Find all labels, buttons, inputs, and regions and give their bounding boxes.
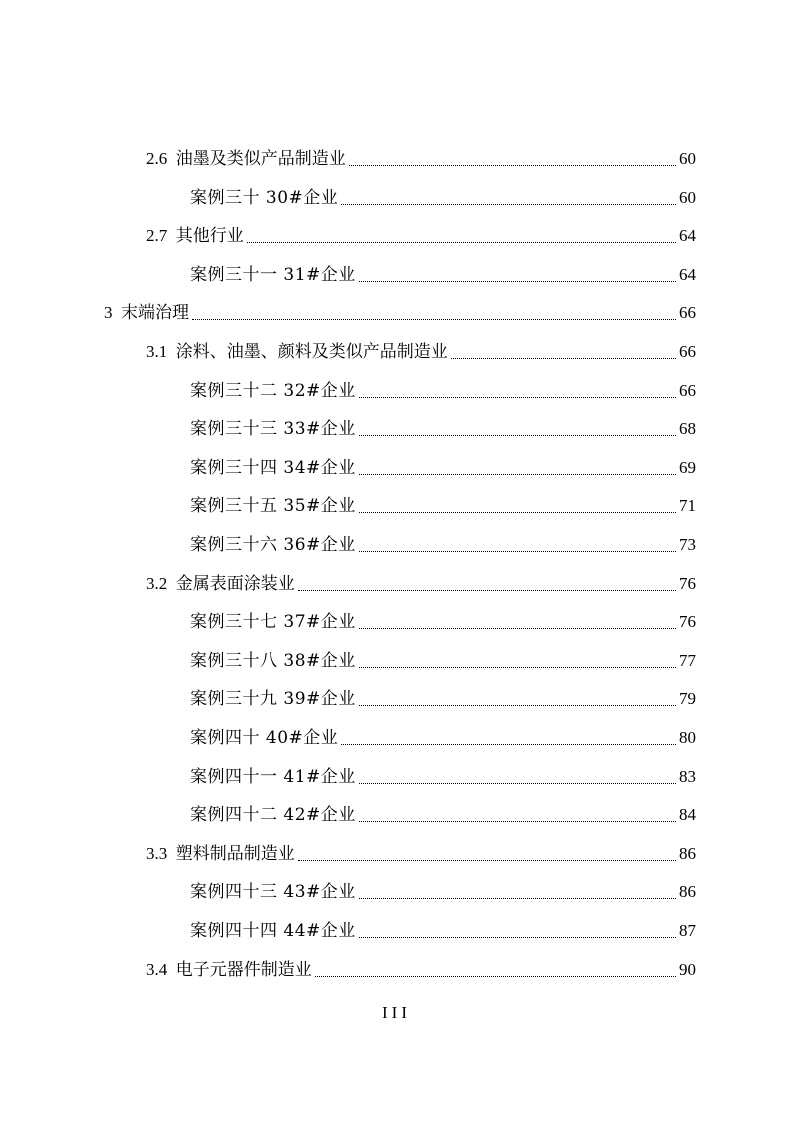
toc-entry[interactable] bbox=[190, 758, 696, 788]
dot-leader bbox=[349, 148, 676, 170]
dot-leader bbox=[359, 650, 676, 672]
toc-entry-page: 68 bbox=[679, 419, 696, 439]
toc-entry-page: 60 bbox=[679, 149, 696, 168]
toc-entry-page: 76 bbox=[679, 573, 696, 593]
toc-entry-title: 金属表面涂装业 bbox=[175, 573, 295, 594]
dot-leader bbox=[341, 727, 676, 749]
toc-entry-label bbox=[190, 380, 356, 402]
toc-entry-title: 案例四十二 42#企业 bbox=[190, 805, 356, 826]
dot-leader bbox=[359, 881, 676, 903]
toc-entry[interactable] bbox=[190, 256, 696, 286]
toc-entry-label bbox=[146, 341, 448, 363]
toc-entry-page: 80 bbox=[679, 728, 696, 747]
toc-entry-page: 90 bbox=[679, 959, 696, 979]
toc-entry-label bbox=[190, 264, 356, 286]
toc-entry-page: 60 bbox=[679, 187, 696, 207]
dot-leader bbox=[359, 611, 676, 633]
toc-entry-number: 3.2 bbox=[146, 573, 168, 593]
toc-entry-page: 64 bbox=[679, 226, 696, 246]
toc-entry-label bbox=[146, 225, 244, 247]
toc-entry[interactable] bbox=[190, 449, 696, 479]
toc-entry-page: 71 bbox=[679, 496, 696, 516]
toc-entry-page: 84 bbox=[679, 805, 696, 825]
toc-entry-title: 案例三十五 35#企业 bbox=[190, 496, 356, 517]
toc-entry-title: 案例三十六 36#企业 bbox=[190, 535, 356, 555]
toc-entry-number: 3 bbox=[104, 303, 113, 323]
toc-entry-label bbox=[190, 611, 356, 633]
toc-entry[interactable] bbox=[190, 410, 696, 440]
toc-entry-label bbox=[190, 187, 338, 209]
toc-entry-title: 案例四十三 43#企业 bbox=[190, 882, 356, 903]
dot-leader bbox=[359, 457, 676, 479]
toc-entry[interactable] bbox=[190, 179, 696, 209]
dot-leader bbox=[359, 418, 676, 440]
toc-entry-label bbox=[190, 727, 338, 749]
dot-leader bbox=[359, 804, 676, 826]
dot-leader bbox=[359, 920, 676, 942]
dot-leader bbox=[359, 534, 676, 556]
dot-leader bbox=[359, 766, 676, 788]
toc-entry-title: 案例三十三 33#企业 bbox=[190, 419, 356, 440]
dot-leader bbox=[359, 380, 676, 402]
toc-entry[interactable] bbox=[104, 294, 696, 324]
toc-entry-number: 2.7 bbox=[146, 226, 168, 246]
toc-entry-label bbox=[190, 418, 356, 440]
toc-entry-page: 79 bbox=[679, 689, 696, 709]
toc-entry-page: 64 bbox=[679, 264, 696, 284]
toc-entry-page: 76 bbox=[679, 612, 696, 632]
toc-entry[interactable] bbox=[190, 487, 696, 517]
toc-entry-label bbox=[146, 148, 346, 170]
toc-entry-label bbox=[190, 688, 356, 710]
toc-entry-page: 77 bbox=[679, 650, 696, 670]
toc-entry[interactable] bbox=[146, 951, 696, 981]
toc-entry-title: 油墨及类似产品制造业 bbox=[175, 149, 346, 169]
dot-leader bbox=[192, 302, 676, 324]
dot-leader bbox=[298, 843, 676, 865]
dot-leader bbox=[298, 573, 676, 595]
toc-entry[interactable] bbox=[190, 796, 696, 826]
dot-leader bbox=[359, 264, 676, 286]
toc-entry-page: 69 bbox=[679, 457, 696, 477]
toc-entry-title: 涂料、油墨、颜料及类似产品制造业 bbox=[175, 342, 448, 362]
toc-entry[interactable] bbox=[146, 565, 696, 595]
toc-entry[interactable] bbox=[190, 719, 696, 749]
toc-entry[interactable] bbox=[190, 372, 696, 402]
toc-entry-title: 案例三十一 31#企业 bbox=[190, 264, 356, 285]
toc-entry-label bbox=[190, 457, 356, 479]
toc-entry-number: 3.1 bbox=[146, 342, 168, 361]
toc-entry-page: 66 bbox=[679, 380, 696, 400]
toc-entry-page: 66 bbox=[679, 342, 696, 361]
toc-entry[interactable] bbox=[190, 873, 696, 903]
toc-entry-page: 86 bbox=[679, 882, 696, 902]
toc-entry[interactable] bbox=[146, 835, 696, 865]
toc-entry-number: 3.4 bbox=[146, 959, 168, 979]
toc-entry[interactable] bbox=[190, 912, 696, 942]
toc-entry-label bbox=[190, 920, 356, 942]
dot-leader bbox=[341, 187, 676, 209]
toc-entry[interactable] bbox=[190, 526, 696, 556]
toc-entry-page: 83 bbox=[679, 766, 696, 786]
toc-entry-number: 2.6 bbox=[146, 149, 168, 168]
toc-entry[interactable] bbox=[146, 333, 696, 363]
toc-entry[interactable] bbox=[190, 680, 696, 710]
toc-entry-title: 案例三十二 32#企业 bbox=[190, 380, 356, 401]
toc-entry-label bbox=[146, 573, 295, 595]
dot-leader bbox=[315, 959, 676, 981]
dot-leader bbox=[247, 225, 676, 247]
toc-entry-label bbox=[190, 495, 356, 517]
dot-leader bbox=[359, 688, 676, 710]
toc-entry-title: 塑料制品制造业 bbox=[175, 843, 295, 864]
toc-entry-page: 73 bbox=[679, 535, 696, 554]
toc-entry-label bbox=[190, 766, 356, 788]
toc-entry-title: 末端治理 bbox=[121, 303, 189, 324]
toc-entry-label bbox=[146, 959, 312, 981]
toc-entry-title: 案例三十九 39#企业 bbox=[190, 689, 356, 710]
toc-entry-page: 87 bbox=[679, 921, 696, 940]
toc-entry-page: 86 bbox=[679, 843, 696, 863]
toc-entry-title: 案例三十八 38#企业 bbox=[190, 650, 356, 671]
dot-leader bbox=[451, 341, 676, 363]
toc-entry[interactable] bbox=[146, 217, 696, 247]
toc-entry-label bbox=[190, 534, 356, 556]
toc-entry-title: 案例三十 30#企业 bbox=[190, 187, 339, 208]
toc-entry-label bbox=[146, 843, 295, 865]
toc-entry-title: 案例四十 40#企业 bbox=[190, 728, 339, 748]
toc-entry-page: 66 bbox=[679, 303, 696, 323]
toc-entry-title: 电子元器件制造业 bbox=[175, 959, 312, 980]
toc-entry-number: 3.3 bbox=[146, 843, 168, 863]
toc-entry-label bbox=[190, 650, 356, 672]
dot-leader bbox=[359, 495, 676, 517]
toc-entry-title: 案例四十四 44#企业 bbox=[190, 921, 356, 941]
toc-entry[interactable] bbox=[190, 603, 696, 633]
toc-entry-title: 其他行业 bbox=[175, 226, 244, 247]
toc-entry-label bbox=[190, 881, 356, 903]
toc-entry-label bbox=[190, 804, 356, 826]
page-number: III bbox=[382, 1003, 411, 1022]
toc-entry-title: 案例三十四 34#企业 bbox=[190, 457, 356, 478]
toc-entry-title: 案例三十七 37#企业 bbox=[190, 612, 356, 633]
toc-entry-label bbox=[104, 302, 189, 324]
toc-entry-title: 案例四十一 41#企业 bbox=[190, 766, 356, 787]
toc-entry[interactable] bbox=[190, 642, 696, 672]
toc-entry[interactable] bbox=[146, 140, 696, 170]
